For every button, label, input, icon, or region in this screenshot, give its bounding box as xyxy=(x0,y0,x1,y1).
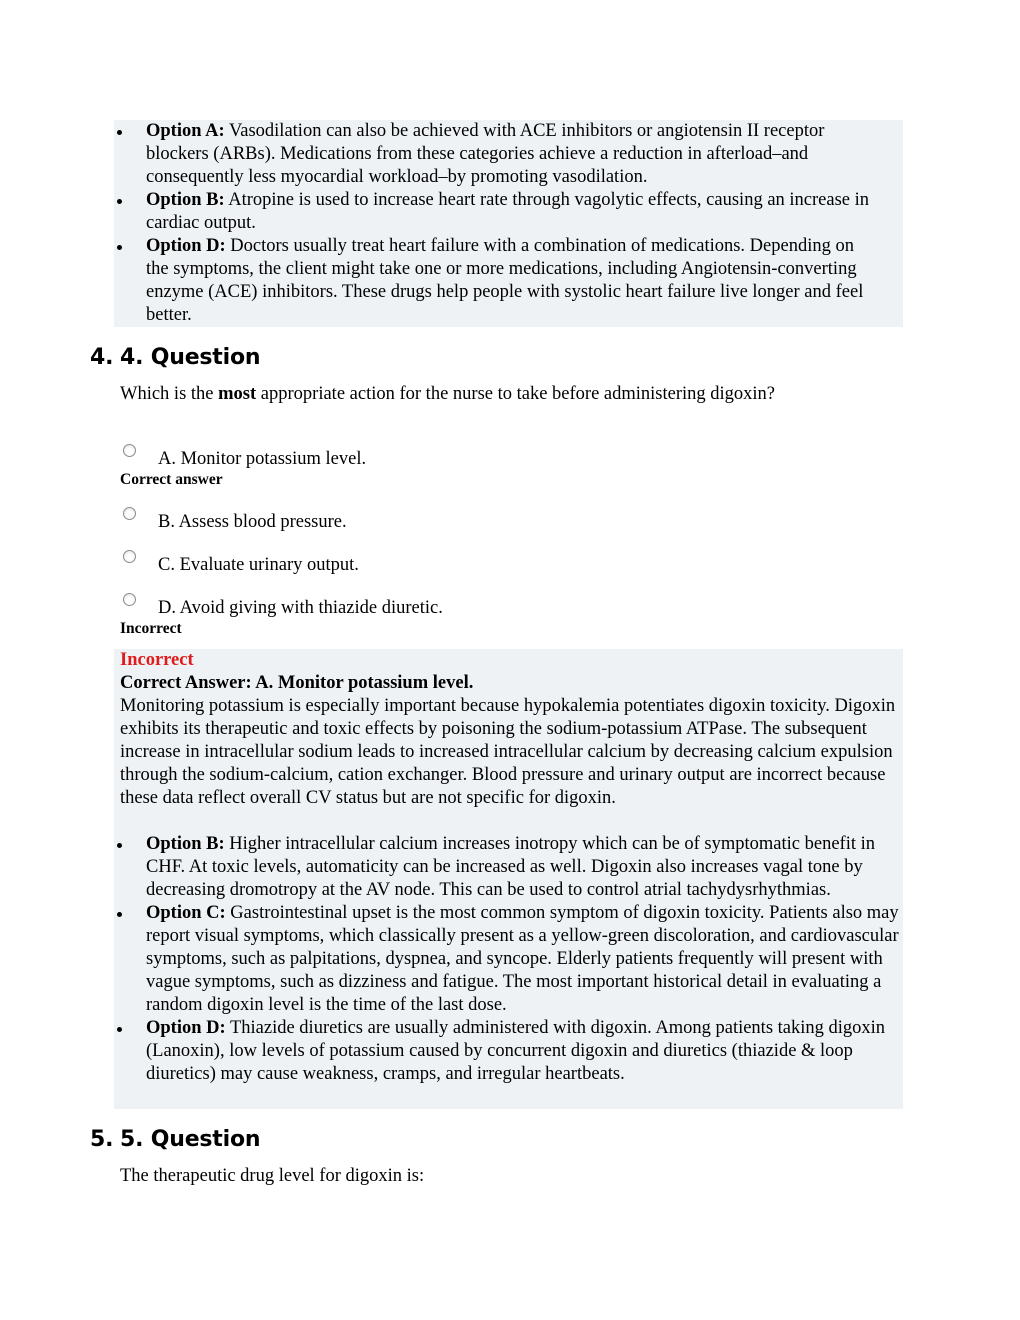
radio-button[interactable] xyxy=(123,550,136,563)
q4-option-d-explanation xyxy=(114,1017,899,1086)
correct-answer-text: Correct Answer: A. Monitor potassium level. xyxy=(120,673,474,693)
q4-text-part: appropriate action for the nurse to take before administering digoxin? xyxy=(256,384,776,404)
q4-title: 4. Question xyxy=(120,345,261,370)
q3-option-list xyxy=(114,120,869,327)
q3-option-a-explanation xyxy=(114,120,869,189)
q5-heading xyxy=(90,1127,260,1152)
q5-number: 5. xyxy=(90,1127,114,1152)
answer-label: C. Evaluate urinary output. xyxy=(158,555,359,575)
q4-number: 4. xyxy=(90,345,114,370)
incorrect-note: Incorrect xyxy=(120,620,182,637)
radio-button[interactable] xyxy=(123,444,136,457)
answer-label: A. Monitor potassium level. xyxy=(158,449,367,469)
feedback-status: Incorrect xyxy=(120,650,194,670)
q5-title: 5. Question xyxy=(120,1127,261,1152)
correct-answer-note: Correct answer xyxy=(120,471,223,488)
option-text: Thiazide diuretics are usually administered with digoxin. Among patients taking digoxin (Lanoxin), low levels of potassium caused by concurrent digoxin and diuretics (thiazide & loop diuretics) may cause weakness, cramps, and irregular heartbeats. xyxy=(146,1018,886,1084)
q4-text-emphasis: most xyxy=(218,384,257,404)
q4-text-part: Which is the xyxy=(120,384,219,404)
option-text: Vasodilation can also be achieved with ACE inhibitors or angiotensin II receptor blockers (ARBs). Medications from these categories achieve a reduction in afterload–and consequently less myocardial workload–by promoting vasodilation. xyxy=(146,121,825,187)
radio-button[interactable] xyxy=(123,593,136,606)
option-text: Atropine is used to increase heart rate through vagolytic effects, causing an increase in cardiac output. xyxy=(146,190,870,233)
q4-feedback-box xyxy=(114,649,903,1109)
option-text: Gastrointestinal upset is the most common symptom of digoxin toxicity. Patients also may report visual symptoms, which classically present as a yellow-green discoloration, and cardiovascular symptoms, such as palpitations, dyspnea, and syncope. Elderly patients frequently will present with vague symptoms, such as dizziness and fatigue. The most important historical detail in evaluating a random digoxin level is the time of the last dose. xyxy=(146,903,899,1015)
option-label: Option A: xyxy=(146,121,225,141)
option-label: Option C: xyxy=(146,903,226,923)
option-label: Option B: xyxy=(146,190,225,210)
q4-question-text xyxy=(120,384,775,405)
radio-button[interactable] xyxy=(123,507,136,520)
option-label: Option D: xyxy=(146,1018,226,1038)
q4-option-c-explanation xyxy=(114,902,899,1017)
q3-explanation-box xyxy=(114,120,903,327)
option-text: Higher intracellular calcium increases inotropy which can be of symptomatic benefit in CHF. At toxic levels, automaticity can be increased as well. Digoxin also increases vagal tone by decreasing dromotropy at the AV node. This can be used to control atrial tachydysrhythmias. xyxy=(146,834,876,900)
q4-heading xyxy=(90,345,260,370)
option-label: Option D: xyxy=(146,236,226,256)
feedback-correct-answer xyxy=(120,672,902,695)
q3-option-b-explanation xyxy=(114,189,869,235)
q4-option-b-explanation xyxy=(114,833,899,902)
answer-label: B. Assess blood pressure. xyxy=(158,512,347,532)
option-label: Option B: xyxy=(146,834,225,854)
answer-label: D. Avoid giving with thiazide diuretic. xyxy=(158,598,443,618)
option-text: Doctors usually treat heart failure with a combination of medications. Depending on the symptoms, the client might take one or more medications, including Angiotensin-converting enzyme (ACE) inhibitors. These drugs help people with systolic heart failure live longer and feel better. xyxy=(146,236,864,325)
feedback-explanation: Monitoring potassium is especially important because hypokalemia potentiates digoxin toxicity. Digoxin exhibits its therapeutic and toxic effects by poisoning the sodium-potassium ATPase. The subsequent increase in intracellular sodium leads to increased intracellular calcium by decreasing calcium expulsion through the sodium-calcium, cation exchanger. Blood pressure and urinary output are incorrect because these data reflect overall CV status but are not specific for digoxin. xyxy=(120,696,896,808)
q4-option-list xyxy=(114,833,899,1086)
q5-question-text: The therapeutic drug level for digoxin is: xyxy=(120,1166,425,1186)
q3-option-d-explanation xyxy=(114,235,869,327)
